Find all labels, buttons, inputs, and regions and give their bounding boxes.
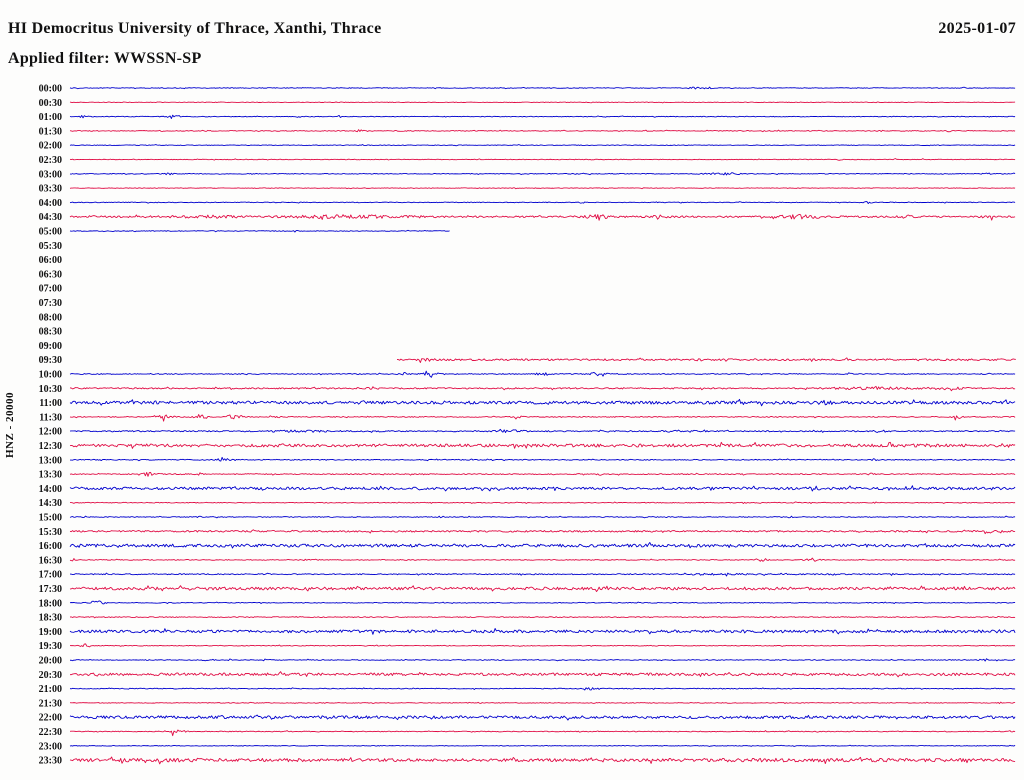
time-label-1100: 11:00 (39, 398, 62, 410)
time-label-0430: 04:30 (38, 212, 62, 224)
trace-row-2330 (70, 757, 1015, 764)
trace-row-0400 (70, 202, 1015, 204)
trace-row-2300 (70, 745, 1015, 746)
trace-row-0200 (70, 145, 1015, 146)
time-label-0600: 06:00 (38, 255, 62, 267)
time-label-2200: 22:00 (38, 712, 62, 724)
trace-row-2030 (70, 672, 1015, 677)
time-label-0500: 05:00 (38, 226, 62, 238)
time-label-1730: 17:30 (38, 584, 62, 595)
time-label-1900: 19:00 (38, 626, 62, 638)
time-label-1400: 14:00 (38, 483, 62, 495)
time-label-1000: 10:00 (38, 369, 62, 381)
time-label-1630: 16:30 (38, 555, 62, 567)
time-label-0700: 07:00 (38, 283, 62, 295)
time-label-0200: 02:00 (38, 140, 62, 152)
time-label-2130: 21:30 (38, 698, 62, 710)
trace-row-1230 (70, 442, 1015, 448)
time-label-0630: 06:30 (38, 269, 62, 281)
time-label-1300: 13:00 (38, 455, 62, 467)
trace-row-0300 (70, 173, 1015, 175)
time-label-1030: 10:30 (38, 383, 62, 395)
time-label-1330: 13:30 (38, 469, 62, 481)
time-label-1930: 19:30 (38, 641, 62, 653)
trace-row-1830 (70, 616, 1015, 617)
time-label-2330: 23:30 (38, 755, 62, 767)
trace-row-2130 (70, 702, 1015, 704)
time-label-1530: 15:30 (38, 526, 62, 538)
trace-row-0030 (70, 102, 1015, 103)
time-label-1800: 18:00 (38, 598, 62, 610)
time-label-0530: 05:30 (38, 240, 62, 252)
trace-row-1530 (70, 530, 1015, 534)
time-label-1700: 17:00 (38, 569, 62, 581)
time-label-0830: 08:30 (38, 326, 62, 338)
trace-row-0100 (70, 115, 1015, 118)
time-label-2300: 23:00 (38, 741, 62, 753)
trace-row-0230 (70, 159, 1015, 161)
filter-label: Applied filter: WWSSN-SP (8, 50, 202, 67)
time-label-2000: 20:00 (38, 655, 62, 667)
trace-row-0330 (70, 188, 1015, 189)
time-label-0400: 04:00 (38, 197, 62, 209)
time-label-2100: 21:00 (38, 684, 62, 696)
time-label-1230: 12:30 (38, 441, 62, 452)
time-label-0930: 09:30 (38, 355, 62, 367)
channel-scale-label: HNZ - 20000 (4, 392, 16, 458)
time-label-2030: 20:30 (38, 669, 62, 681)
trace-row-1630 (70, 558, 1015, 561)
trace-row-2100 (70, 688, 1015, 690)
time-label-0730: 07:30 (38, 298, 62, 309)
time-label-1600: 16:00 (38, 541, 62, 553)
trace-row-1000 (70, 371, 1015, 377)
trace-row-1500 (70, 516, 1015, 518)
time-label-0100: 01:00 (38, 112, 62, 124)
trace-row-2200 (70, 715, 1015, 720)
trace-row-0500 (70, 230, 450, 232)
trace-row-1300 (70, 457, 1015, 461)
trace-row-1600 (70, 542, 1015, 548)
trace-row-2000 (70, 659, 1015, 661)
trace-row-1900 (70, 628, 1015, 634)
date-label: 2025-01-07 (938, 20, 1016, 37)
trace-row-0430 (70, 214, 1015, 220)
time-label-0130: 01:30 (38, 126, 62, 138)
trace-row-0000 (70, 87, 1015, 89)
time-label-0030: 00:30 (38, 97, 62, 109)
time-label-0000: 00:00 (38, 83, 62, 95)
trace-row-1130 (70, 415, 1015, 422)
trace-row-2230 (70, 730, 1015, 736)
time-label-0900: 09:00 (38, 340, 62, 352)
trace-row-1330 (70, 472, 1015, 476)
time-label-1130: 11:30 (39, 412, 62, 424)
station-title: HI Democritus University of Thrace, Xanthi, Thrace (8, 20, 382, 37)
trace-row-1400 (70, 486, 1015, 491)
trace-row-1730 (70, 586, 1015, 592)
time-label-1430: 14:30 (38, 498, 62, 510)
time-label-0800: 08:00 (38, 312, 62, 324)
trace-row-1700 (70, 573, 1015, 576)
time-label-1500: 15:00 (38, 512, 62, 524)
time-label-1830: 18:30 (38, 612, 62, 624)
trace-row-0930 (397, 358, 1016, 363)
trace-row-1100 (70, 399, 1015, 405)
trace-row-1930 (70, 644, 1015, 647)
trace-row-1800 (70, 601, 1015, 604)
time-label-0300: 03:00 (38, 169, 62, 181)
time-label-1200: 12:00 (38, 426, 62, 438)
trace-row-1030 (70, 386, 1015, 390)
time-label-0330: 03:30 (38, 183, 62, 195)
time-label-0230: 02:30 (38, 155, 62, 166)
trace-row-1430 (70, 502, 1015, 504)
trace-row-1200 (70, 429, 1015, 432)
time-label-2230: 22:30 (38, 727, 62, 738)
trace-row-0130 (70, 130, 1015, 132)
